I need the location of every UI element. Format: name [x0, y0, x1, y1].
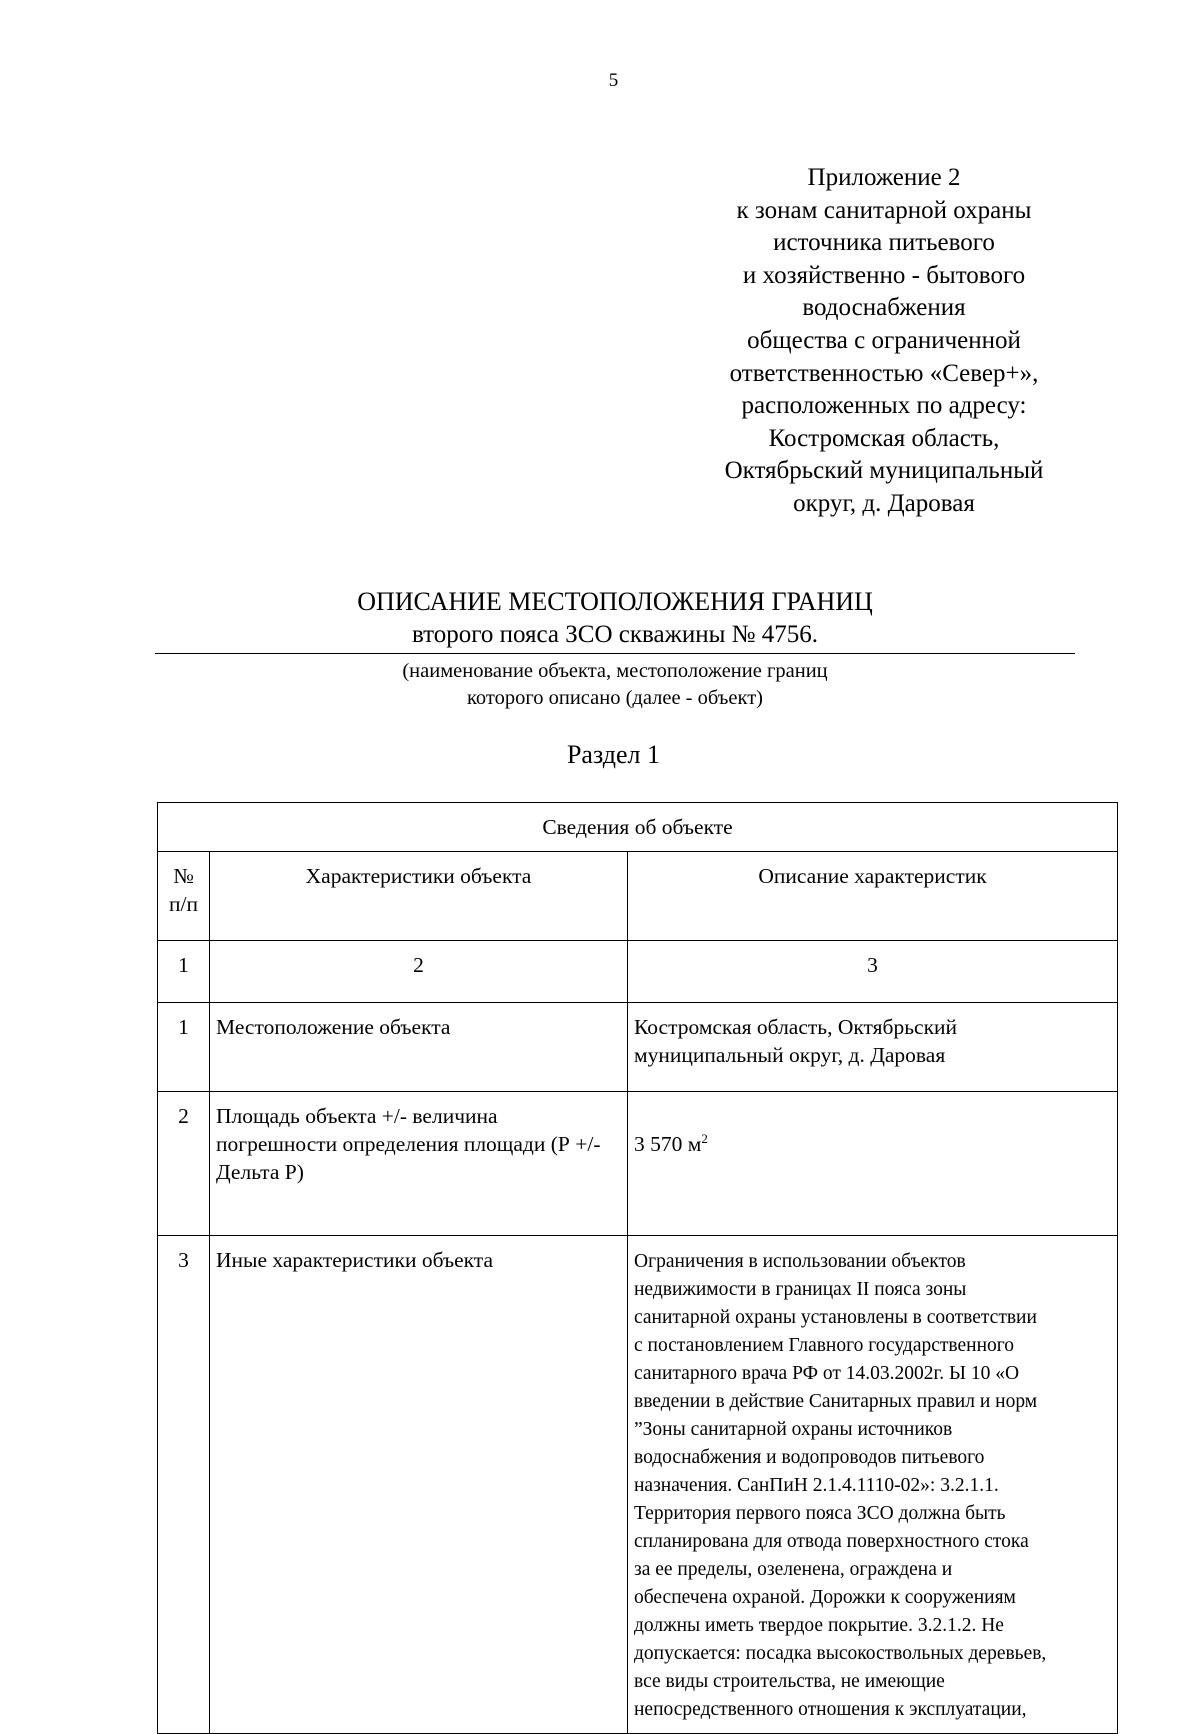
description-line: за ее пределы, озеленена, ограждена и [634, 1559, 953, 1580]
appendix-line: Приложение 2 [807, 164, 961, 191]
description-line: допускается: посадка высокоствольных деревьев, [634, 1643, 1047, 1664]
title-block [155, 585, 1075, 712]
appendix-line: Октябрьский муниципальный [724, 457, 1044, 485]
row-characteristic: Иные характеристики объекта [210, 1236, 628, 1734]
description-line: непосредственного отношения к эксплуатации, [634, 1699, 1027, 1720]
page-number: 5 [608, 70, 619, 91]
description-line: введении в действие Санитарных правил и норм [634, 1391, 1038, 1412]
description-line: Территория первого пояса ЗСО должна быть [634, 1503, 1006, 1524]
row-num: 3 [158, 1236, 210, 1734]
table-index-row [158, 941, 1118, 1003]
table-caption: Сведения об объекте [158, 803, 1118, 852]
description-line: водоснабжения и водопроводов питьевого [634, 1447, 985, 1468]
description-line: санитарной охраны установлены в соответствии [634, 1307, 1037, 1328]
document-title: ОПИСАНИЕ МЕСТОПОЛОЖЕНИЯ ГРАНИЦ [357, 587, 873, 616]
description-line: ”Зоны санитарной охраны источников [634, 1419, 953, 1440]
header-description: Описание характеристик [628, 852, 1118, 941]
appendix-line: и хозяйственно - бытового [742, 261, 1026, 289]
description-line: назначения. СанПиН 2.1.4.1110-02»: 3.2.1.1. [634, 1475, 999, 1496]
row-description: Костромская область, Октябрьский муниципальный округ, д. Даровая [628, 1003, 1118, 1092]
header-num [158, 852, 210, 941]
appendix-line: расположенных по адресу: [741, 392, 1027, 420]
table-row [158, 1236, 1118, 1734]
section-heading: Раздел 1 [566, 740, 661, 769]
description-line: недвижимости в границах II пояса зоны [634, 1279, 967, 1300]
description-line: санитарного врача РФ от 14.03.2002г. Ы 10 «О [634, 1363, 1020, 1384]
title-underline [155, 653, 1075, 654]
index-cell: 3 [628, 941, 1118, 1003]
header-characteristics: Характеристики объекта [210, 852, 628, 941]
row-num: 1 [158, 1003, 210, 1092]
appendix-line: округ, д. Даровая [793, 489, 975, 517]
title-note-line: (наименование объекта, местоположение границ [402, 660, 828, 682]
appendix-block [684, 162, 1084, 521]
appendix-line: Костромская область, [768, 424, 1000, 452]
header-num-abbr: п/п [169, 892, 198, 916]
index-cell: 2 [210, 941, 628, 1003]
row-num: 2 [158, 1092, 210, 1236]
document-subtitle: второго пояса ЗСО скважины № 4756. [411, 621, 819, 648]
description-line: с постановлением Главного государственного [634, 1335, 1015, 1356]
description-line: спланирована для отвода поверхностного стока [634, 1531, 1029, 1552]
title-note-line: которого описано (далее - объект) [467, 687, 763, 709]
appendix-line: ответственностью «Север+», [729, 359, 1039, 387]
appendix-line: источника питьевого [773, 229, 995, 257]
header-num-symbol: № [173, 864, 194, 888]
object-info-table [157, 802, 1118, 1734]
table-header-row [158, 852, 1118, 941]
area-unit-exponent: 2 [701, 1130, 708, 1146]
appendix-line: водоснабжения [802, 294, 966, 322]
description-line: обеспечена охраной. Дорожки к сооружениям [634, 1587, 1016, 1608]
index-cell: 1 [158, 941, 210, 1003]
table-row [158, 1092, 1118, 1236]
row-description [628, 1236, 1118, 1734]
appendix-line: общества с ограниченной [747, 326, 1021, 354]
appendix-line: к зонам санитарной охраны [736, 196, 1032, 224]
row-characteristic: Площадь объекта +/- величина погрешности определения площади (Р +/- Дельта Р) [210, 1092, 628, 1236]
description-line: должны иметь твердое покрытие. 3.2.1.2. Не [634, 1615, 1004, 1636]
description-line: все виды строительства, не имеющие [634, 1671, 945, 1692]
table-row [158, 1003, 1118, 1092]
row-description [628, 1092, 1118, 1236]
area-value: 3 570 м [634, 1132, 702, 1156]
row-characteristic: Местоположение объекта [210, 1003, 628, 1092]
description-line: Ограничения в использовании объектов [634, 1251, 966, 1272]
